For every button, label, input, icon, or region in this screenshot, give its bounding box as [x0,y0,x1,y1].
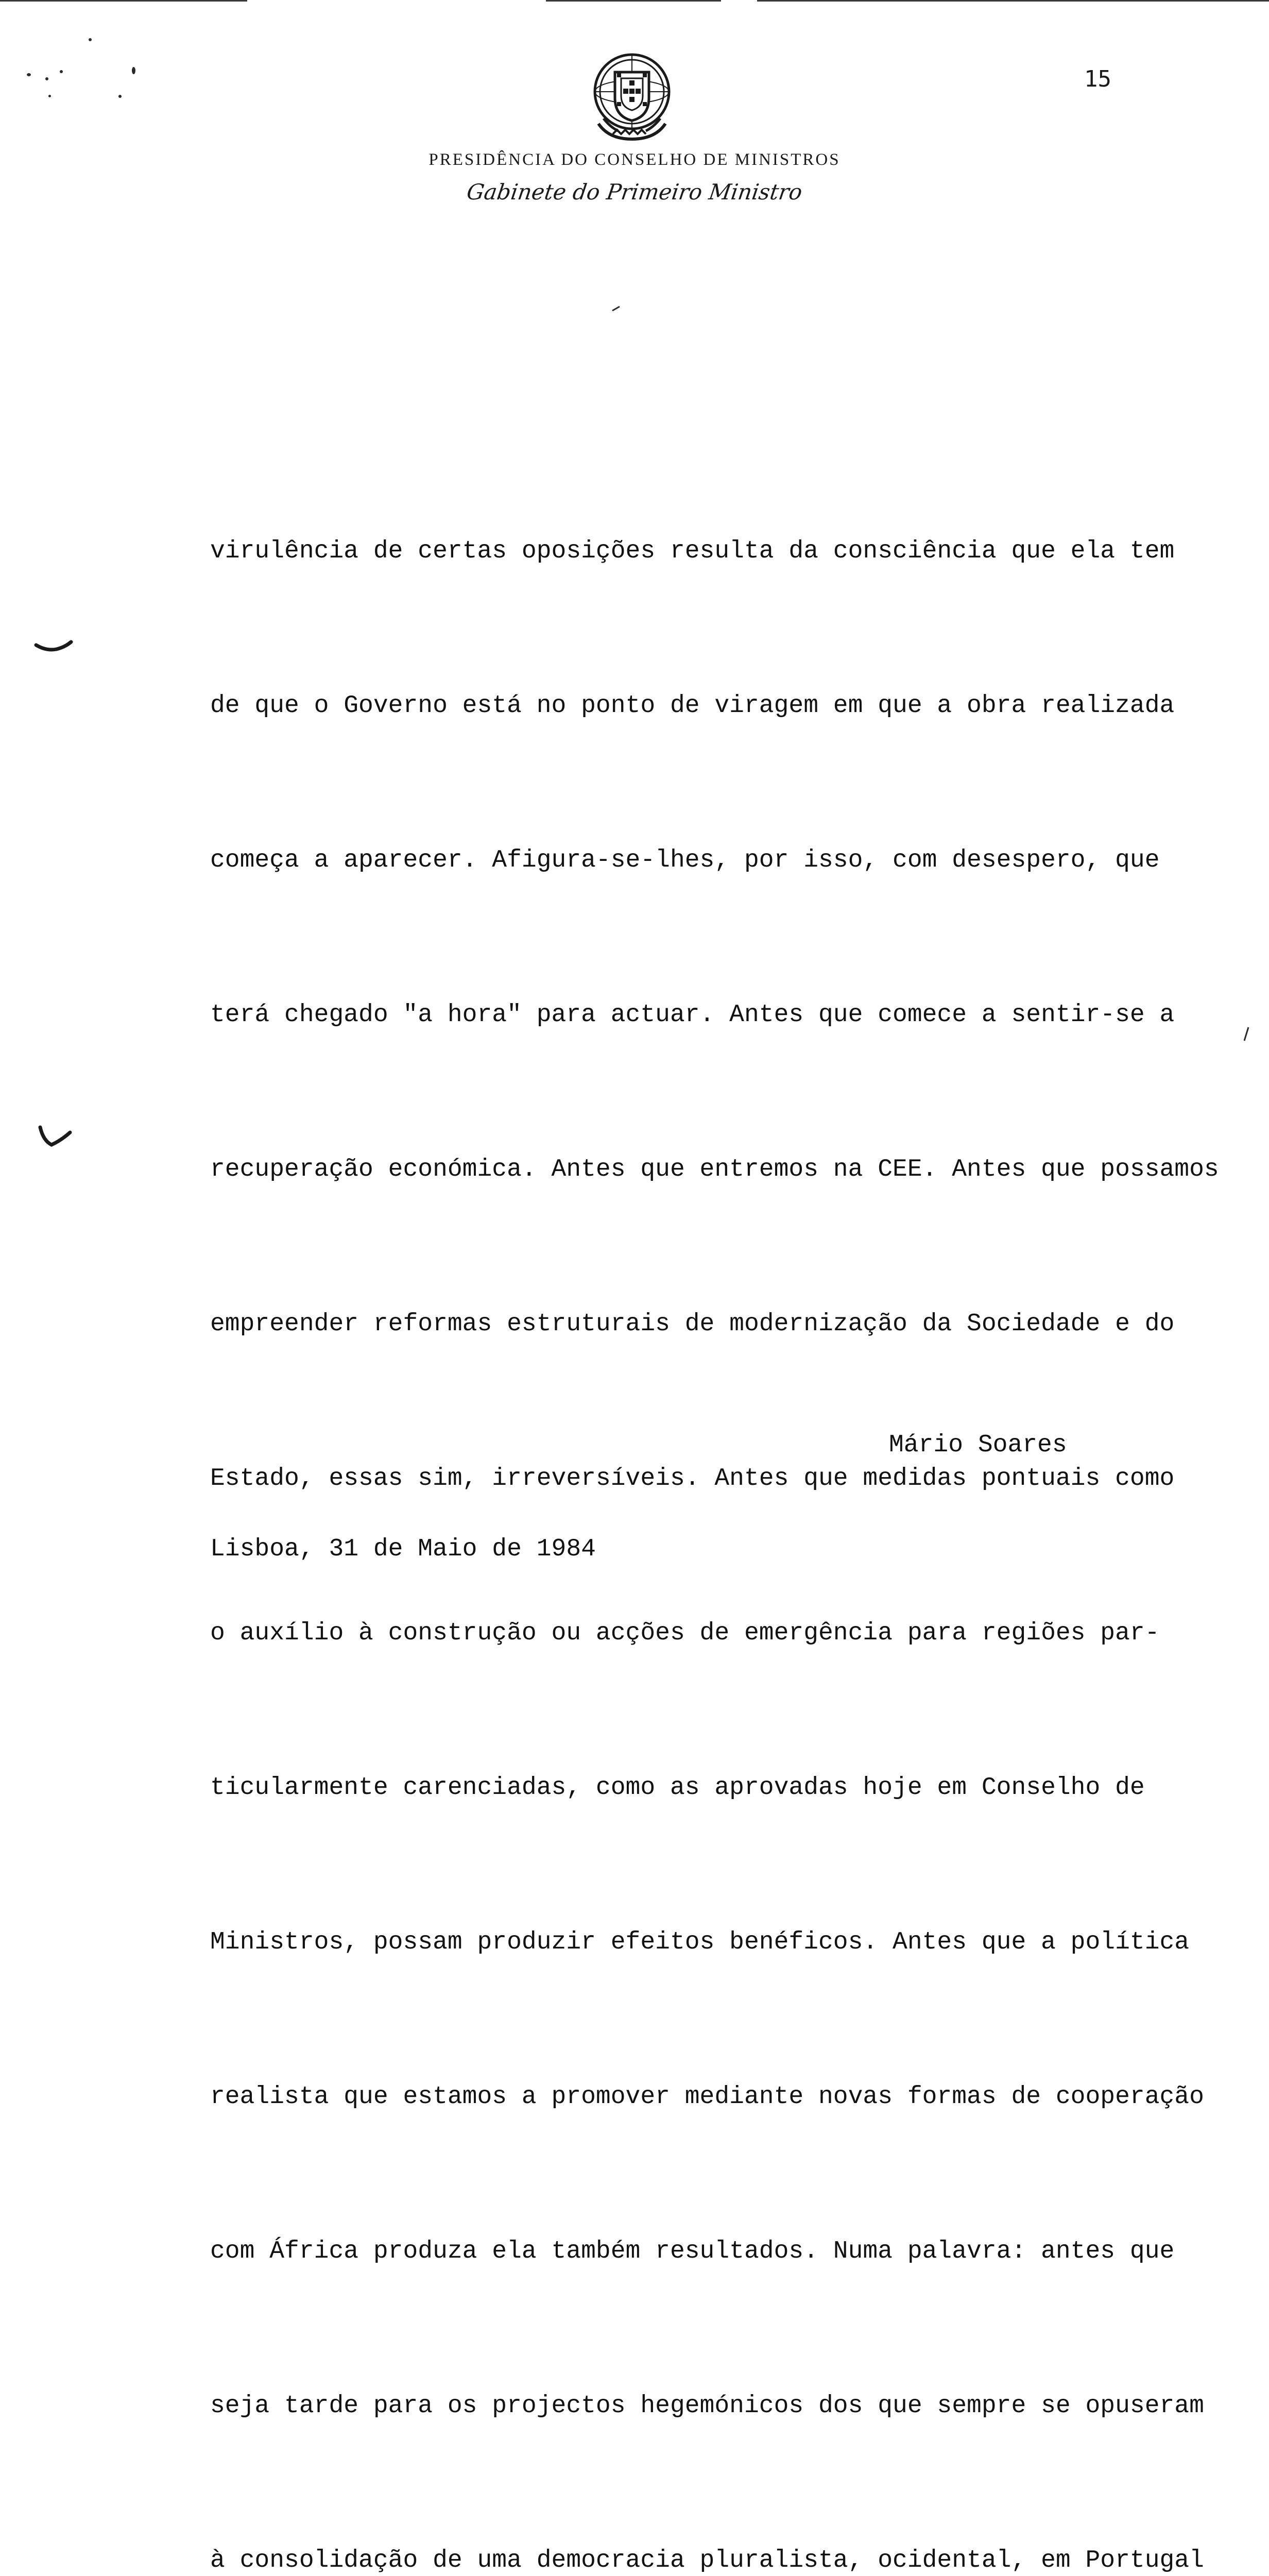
text-line: recuperação económica. Antes que entremos na CEE. Antes que possamos [210,1156,1219,1183]
margin-mark [34,639,73,654]
text-line: de que o Governo está no ponto de viragem em que a obra realizada [210,692,1175,720]
text-line: com África produza ela também resultados. Numa palavra: antes que [210,2238,1175,2265]
letterhead-title: PRESIDÊNCIA DO CONSELHO DE MINISTROS [428,150,841,169]
text-line: à consolidação de uma democracia pluralista, ocidental, em Portugal [210,2547,1204,2574]
letterhead-subtitle: Gabinete do Primeiro Ministro [465,179,804,205]
letter-body [210,319,1269,2576]
portuguese-coat-of-arms-icon [583,46,681,144]
text-line: terá chegado "a hora" para actuar. Antes que comece a sentir-se a [210,1001,1175,1029]
scan-speck [132,67,135,74]
paragraph-1 [210,422,1269,2576]
scan-edge-line [0,0,247,2]
margin-mark [37,1123,74,1149]
place-date: Lisboa, 31 de Maio de 1984 [210,1535,596,1563]
text-line: seja tarde para os projectos hegemónicos dos que sempre se opuseram [210,2392,1204,2420]
page-number: 15 [1084,66,1111,92]
scan-speck [89,38,92,41]
scan-speck [611,305,621,312]
text-line: empreender reformas estruturais de modernização da Sociedade e do [210,1310,1175,1338]
text-line: virulência de certas oposições resulta da consciência que ela tem [210,537,1175,565]
text-line: Ministros, possam produzir efeitos benéficos. Antes que a política [210,1928,1190,1956]
text-line: ticularmente carenciadas, como as aprovadas hoje em Conselho de [210,1774,1145,1802]
scan-speck [27,73,31,76]
scan-edge-line [757,0,1269,2]
scan-speck [118,95,122,98]
text-line: Estado, essas sim, irreversíveis. Antes que medidas pontuais como [210,1465,1175,1493]
scan-speck [1242,1025,1250,1043]
text-line: realista que estamos a promover mediante novas formas de cooperação [210,2083,1204,2111]
signature: Mário Soares [889,1431,1067,1459]
scan-edge-line [546,0,721,2]
text-line: o auxílio à construção ou acções de emergência para regiões par- [210,1619,1160,1647]
text-line: começa a aparecer. Afigura-se-lhes, por isso, com desespero, que [210,846,1160,874]
scan-speck [48,95,51,97]
scan-speck [60,70,63,73]
scan-speck [45,77,48,80]
